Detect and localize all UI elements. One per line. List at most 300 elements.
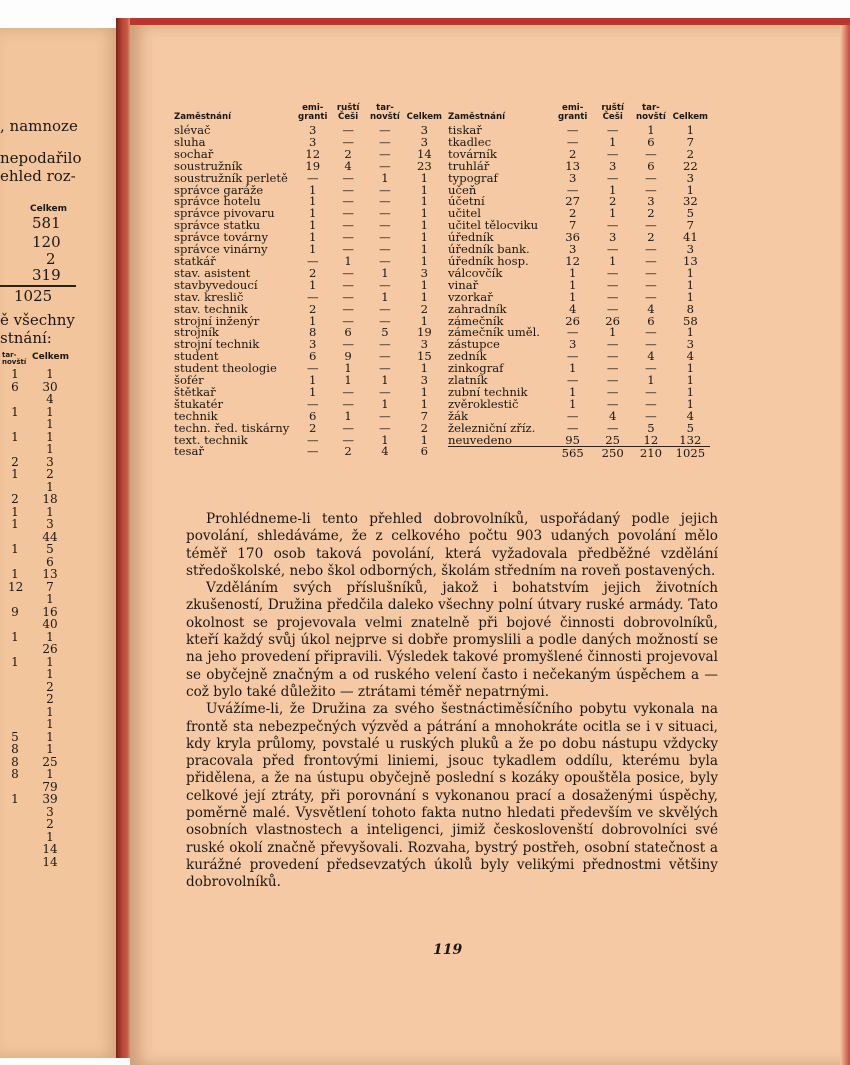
cell-total: 1	[686, 325, 695, 340]
cell-total: 2	[420, 420, 429, 435]
left-fragment-1: , namnoze	[0, 117, 78, 135]
header-russian-czechs: ruští Češi	[601, 103, 624, 122]
cell-total: 2	[420, 301, 429, 316]
cell-occupation: úředník hosp.	[448, 253, 529, 268]
cell-russian-czechs: —	[606, 123, 619, 137]
header-emigrants: emi- granti	[298, 103, 328, 122]
cell-occupation: úředník	[448, 230, 494, 245]
header-total: Celkem	[672, 112, 708, 122]
cell-total: 2	[686, 146, 695, 161]
cell-occupation: správce garáže	[174, 182, 264, 197]
cell-total: 1	[686, 277, 695, 292]
left-column-value: 30	[42, 379, 58, 394]
cell-tarnovsti: —	[379, 337, 391, 352]
cell-occupation: typograf	[448, 170, 498, 185]
cell-total: 1	[686, 396, 695, 411]
left-column-value: 12	[8, 579, 24, 594]
left-column-b	[38, 368, 62, 868]
cell-total: 3	[686, 242, 695, 257]
left-column-value: 1	[11, 429, 19, 444]
left-column-value: 1	[46, 767, 54, 781]
table-row	[448, 339, 710, 351]
cell-total: 1	[420, 396, 429, 411]
cell-emigrants: 1	[309, 277, 317, 292]
table-header-row	[448, 104, 710, 125]
cell-tarnovsti: —	[645, 265, 657, 280]
left-column-value: 1	[46, 717, 54, 731]
cell-russian-czechs: —	[606, 170, 619, 185]
left-column-value: 3	[46, 804, 54, 819]
right-page	[130, 18, 850, 1065]
cell-occupation: strojní technik	[174, 337, 260, 352]
cell-emigrants: —	[566, 420, 579, 435]
cell-occupation: továrník	[448, 146, 497, 161]
left-fragment-5: stnání:	[0, 329, 52, 347]
cell-tarnovsti: 2	[647, 206, 655, 221]
cell-emigrants: 2	[568, 146, 577, 161]
cell-total: 5	[686, 206, 695, 221]
cell-tarnovsti: 1	[647, 123, 655, 137]
cell-russian-czechs: 4	[344, 158, 352, 173]
cell-occupation: soustružník	[174, 158, 243, 173]
cell-occupation: sluha	[174, 134, 206, 149]
cell-tarnovsti: —	[379, 242, 391, 257]
cell-tarnovsti: 1	[381, 396, 389, 411]
cell-tarnovsti: —	[645, 170, 657, 185]
cell-total: 1	[420, 170, 429, 185]
left-column-value: 7	[46, 579, 54, 594]
cell-tarnovsti: 210	[631, 447, 670, 460]
left-column-value	[8, 643, 22, 656]
cell-russian-czechs: —	[606, 218, 619, 233]
cell-tarnovsti: —	[379, 218, 391, 233]
cell-tarnovsti: —	[379, 182, 391, 197]
left-column-value: 5	[11, 729, 19, 744]
cell-total: 1	[420, 277, 429, 292]
cell-tarnovsti: —	[379, 158, 391, 173]
cell-russian-czechs: —	[606, 384, 619, 399]
cell-emigrants: —	[306, 432, 319, 447]
cell-emigrants: 3	[568, 170, 577, 185]
cell-russian-czechs: —	[606, 349, 619, 364]
cell-tarnovsti: 3	[647, 194, 655, 209]
cell-occupation: zámečník uměl.	[448, 325, 540, 340]
cell-tarnovsti: —	[645, 384, 657, 399]
cell-russian-czechs: —	[606, 396, 619, 411]
cell-occupation: strojník	[174, 325, 219, 340]
cell-russian-czechs: —	[342, 337, 354, 352]
cell-tarnovsti: —	[645, 182, 657, 197]
cell-occupation: učeň	[448, 182, 477, 197]
cell-tarnovsti: —	[645, 242, 657, 257]
cell-emigrants: —	[306, 396, 319, 411]
cell-total: 1	[420, 361, 429, 376]
left-column-value: 1	[46, 829, 54, 844]
cell-occupation: neuvedeno	[448, 432, 512, 447]
cell-emigrants: 1	[309, 384, 317, 399]
occupation-table-left	[174, 104, 444, 458]
cell-russian-czechs: 1	[608, 206, 617, 221]
left-column-value: 79	[42, 779, 58, 794]
cell-tarnovsti: 4	[647, 349, 655, 364]
cell-russian-czechs: —	[606, 420, 619, 435]
cell-total: 3	[420, 265, 429, 280]
left-fragment-3: ehled roz-	[0, 167, 76, 185]
header-occupation: Zaměstnání	[448, 112, 506, 122]
cell-total: 1	[420, 432, 429, 447]
cell-emigrants: 12	[305, 146, 321, 161]
cell-emigrants: 3	[309, 123, 317, 137]
left-column-value: 2	[46, 467, 54, 481]
cell-tarnovsti: —	[379, 230, 391, 245]
left-column-value: 6	[46, 554, 54, 569]
left-column-value	[8, 443, 22, 456]
paragraph-2: Vzděláním svých příslušníků, jakož i bohatstvím jejich životních zkušeností, Družina předčila daleko všechny polní útvary ruské armády. Tato okolnost se projevovala velmi znatelně při bojové činnosti dobrovolníků, kteří každý svůj úkol nejprve si dobře promyslili a podle daných možností se na jeho provedení připravili. Výsledek takové promyšlené činnosti projevoval se obyčejně značným a od ruského velení často i nečekaným úspěchem a — což bylo také důležito — ztrátami téměř nepatrnými.	[186, 580, 718, 700]
cell-occupation: správce továrny	[174, 230, 269, 245]
cell-russian-czechs: 6	[344, 325, 352, 340]
cell-tarnovsti: 1	[647, 373, 655, 388]
left-column-value: 1	[11, 517, 19, 531]
cell-occupation: šofér	[174, 373, 204, 388]
left-column-value: 39	[42, 792, 58, 806]
left-column-value: 9	[11, 604, 19, 619]
cell-russian-czechs: —	[342, 265, 354, 280]
cell-occupation: zámečník	[448, 313, 504, 328]
cell-tarnovsti: 4	[647, 301, 655, 316]
cell-total: 1	[420, 218, 429, 233]
cell-total: 1	[420, 289, 429, 304]
left-column-value: 1	[46, 729, 54, 744]
cell-emigrants: 1	[309, 206, 317, 221]
left-column-value	[8, 806, 22, 819]
left-column-value: 2	[46, 692, 54, 706]
cell-emigrants: 26	[565, 313, 581, 328]
cell-russian-czechs: —	[342, 123, 354, 137]
cell-total: 3	[686, 170, 695, 185]
cell-russian-czechs: —	[342, 384, 354, 399]
cell-tarnovsti: —	[379, 408, 391, 423]
cell-russian-czechs: 3	[608, 230, 617, 245]
left-column-value: 1	[11, 467, 19, 481]
left-column-value: 1	[46, 442, 54, 456]
cell-russian-czechs: 1	[344, 361, 352, 376]
cell-tarnovsti: —	[379, 134, 391, 149]
left-column-value: 16	[42, 604, 58, 619]
cell-occupation: soustružník perletě	[174, 170, 288, 185]
left-column-value: 1	[46, 742, 54, 756]
left-column-value: 3	[46, 517, 54, 531]
left-column-value: 44	[42, 529, 58, 544]
cell-russian-czechs: —	[342, 218, 354, 233]
left-column-value	[8, 681, 22, 694]
cell-russian-czechs: —	[342, 289, 354, 304]
cell-total: 1	[686, 384, 695, 399]
cell-tarnovsti: —	[379, 206, 391, 221]
cell-emigrants: —	[566, 373, 579, 388]
cell-total: 1	[686, 373, 695, 388]
cell-emigrants: 27	[565, 194, 581, 209]
cell-total: 32	[682, 194, 698, 209]
cell-occupation: tiskař	[448, 123, 482, 137]
left-column-value: 1	[11, 567, 19, 581]
cell-occupation	[448, 447, 551, 460]
cell-emigrants: 3	[568, 337, 577, 352]
cell-russian-czechs: —	[606, 289, 619, 304]
left-column-value: 1	[46, 704, 54, 719]
cell-total: 1	[686, 289, 695, 304]
cell-occupation: technik	[174, 408, 218, 423]
cell-emigrants: 1	[309, 230, 317, 245]
cell-tarnovsti: —	[645, 289, 657, 304]
cell-tarnovsti: —	[645, 218, 657, 233]
left-column-value: 26	[42, 642, 58, 656]
table-row	[448, 435, 710, 447]
cell-emigrants: 1	[309, 373, 317, 388]
left-column-value: 1	[46, 429, 54, 444]
header-occupation: Zaměstnání	[174, 112, 232, 122]
cell-occupation: zinkograf	[448, 361, 504, 376]
cell-russian-czechs: —	[342, 396, 354, 411]
cell-occupation: stav. technik	[174, 301, 248, 316]
cell-russian-czechs: 2	[344, 444, 352, 459]
table-row	[448, 173, 710, 185]
table-row	[448, 268, 710, 280]
cell-emigrants: 2	[568, 206, 577, 221]
cell-tarnovsti: —	[379, 349, 391, 364]
cell-emigrants: 1	[309, 313, 317, 328]
cell-occupation: úředník bank.	[448, 242, 530, 257]
cell-total: 15	[416, 349, 432, 364]
cell-tarnovsti: 1	[381, 373, 389, 388]
cell-total: 132	[679, 432, 702, 447]
cell-total: 1	[420, 384, 429, 399]
cell-tarnovsti: —	[645, 337, 657, 352]
left-column-value: 1	[46, 592, 54, 606]
cell-emigrants: 19	[305, 158, 321, 173]
left-column-value	[8, 693, 22, 706]
left-column-value: 40	[42, 617, 58, 631]
left-fragment-2: nepodařilo	[0, 149, 82, 167]
cell-total: 5	[686, 420, 695, 435]
cell-total: 1	[420, 206, 429, 221]
left-column-value: 3	[46, 454, 54, 469]
left-column-value: 5	[46, 542, 54, 556]
cell-russian-czechs: —	[342, 170, 354, 185]
cell-emigrants: —	[566, 349, 579, 364]
cell-occupation: správce pivovaru	[174, 206, 275, 221]
cell-occupation: zvěroklestič	[448, 396, 519, 411]
cell-total: 14	[416, 146, 432, 161]
cell-emigrants: 1	[309, 194, 317, 209]
cell-total: 1	[686, 361, 695, 376]
cell-total: 7	[686, 218, 695, 233]
cell-tarnovsti: 5	[381, 325, 389, 340]
left-column-value: 1	[46, 367, 54, 381]
cell-total: 1025	[671, 447, 710, 460]
cell-total: 13	[682, 253, 698, 268]
cell-tarnovsti: 1	[381, 170, 389, 185]
table-row	[448, 196, 710, 208]
left-column-value	[8, 718, 22, 731]
cell-russian-czechs: —	[342, 313, 354, 328]
cell-emigrants: 2	[309, 265, 317, 280]
occupation-table-right	[448, 104, 710, 460]
cell-tarnovsti: 6	[647, 158, 655, 173]
cell-total: 23	[416, 158, 432, 173]
cell-occupation: stavbyvedoucí	[174, 277, 258, 292]
cell-emigrants: 36	[565, 230, 581, 245]
cell-emigrants: —	[566, 408, 579, 423]
cell-emigrants: 1	[568, 277, 577, 292]
cell-russian-czechs: —	[606, 301, 619, 316]
header-tarnovsti: tar- novští	[636, 103, 666, 122]
cell-tarnovsti: 1	[381, 432, 389, 447]
cell-russian-czechs: —	[606, 337, 619, 352]
cell-total: 22	[682, 158, 698, 173]
cell-total: 3	[420, 134, 429, 149]
cell-emigrants: 2	[309, 301, 317, 316]
cell-emigrants: 4	[568, 301, 577, 316]
cell-occupation: štětkař	[174, 384, 216, 399]
left-column-value: 2	[11, 492, 19, 506]
left-column-value: 8	[11, 767, 19, 781]
cell-tarnovsti: —	[645, 325, 657, 340]
cell-tarnovsti: —	[379, 253, 391, 268]
left-column-value: 14	[42, 842, 58, 856]
cell-total: 7	[420, 408, 429, 423]
cell-tarnovsti: 12	[643, 432, 659, 447]
cell-total: 1	[420, 194, 429, 209]
cell-tarnovsti: 5	[647, 420, 655, 435]
left-column-value: 1	[11, 542, 19, 556]
left-column-value: 1	[46, 654, 54, 669]
left-column-value: 2	[46, 679, 54, 694]
cell-tarnovsti: —	[645, 396, 657, 411]
cell-tarnovsti: —	[645, 146, 657, 161]
cell-emigrants: —	[566, 182, 579, 197]
left-total-4: 319	[32, 266, 61, 284]
cell-russian-czechs: —	[342, 182, 354, 197]
cell-tarnovsti: —	[379, 146, 391, 161]
left-total-5: 1025	[14, 287, 53, 305]
cell-emigrants: 8	[309, 325, 317, 340]
cell-russian-czechs: —	[342, 230, 354, 245]
cell-emigrants: —	[566, 325, 579, 340]
cell-occupation: truhlář	[448, 158, 490, 173]
cell-total: 1	[686, 182, 695, 197]
cell-emigrants: 1	[568, 265, 577, 280]
cell-russian-czechs: —	[342, 194, 354, 209]
cell-occupation: železniční zříz.	[448, 420, 536, 435]
cell-russian-czechs: —	[606, 373, 619, 388]
left-column-value: 14	[42, 854, 58, 869]
left-total-1: 581	[32, 214, 61, 232]
left-column-value: 2	[11, 454, 19, 469]
cell-emigrants: 3	[309, 134, 317, 149]
cell-tarnovsti: —	[379, 277, 391, 292]
cell-emigrants: 6	[309, 408, 317, 423]
cell-occupation: strojní inženýr	[174, 313, 260, 328]
cell-emigrants: 1	[568, 384, 577, 399]
left-col-header-3: Celkem	[32, 352, 70, 362]
cell-emigrants: 3	[568, 242, 577, 257]
left-column-value	[8, 668, 22, 681]
cell-occupation: stav. asistent	[174, 265, 251, 280]
cell-russian-czechs: 4	[608, 408, 617, 423]
cell-occupation: vzorkař	[448, 289, 493, 304]
left-total-2: 120	[32, 233, 61, 251]
cell-russian-czechs: 1	[344, 373, 352, 388]
table-row	[174, 446, 444, 458]
cell-tarnovsti: 1	[381, 265, 389, 280]
cell-emigrants: —	[306, 444, 319, 459]
cell-occupation: tesař	[174, 444, 204, 459]
cell-tarnovsti: —	[645, 408, 657, 423]
cell-russian-czechs: —	[342, 277, 354, 292]
cell-tarnovsti: —	[379, 123, 391, 137]
cell-occupation: zedník	[448, 349, 487, 364]
cell-occupation: učitel tělocviku	[448, 218, 539, 233]
table-row	[448, 447, 710, 460]
left-column-value: 1	[46, 629, 54, 644]
cell-russian-czechs: —	[606, 361, 619, 376]
left-column-value	[8, 706, 22, 719]
left-column-value: 13	[42, 567, 58, 581]
cell-tarnovsti: —	[645, 361, 657, 376]
left-column-value: 1	[11, 629, 19, 644]
cell-occupation: správce vinárny	[174, 242, 268, 257]
header-tarnovsti: tar- novští	[370, 103, 400, 122]
cell-occupation: štukatér	[174, 396, 224, 411]
cell-occupation: vinař	[448, 277, 479, 292]
cell-total: 3	[420, 373, 429, 388]
table-row	[448, 399, 710, 411]
cell-russian-czechs: 2	[608, 194, 617, 209]
cell-russian-czechs: 3	[608, 158, 617, 173]
cell-tarnovsti: —	[379, 361, 391, 376]
cell-emigrants: —	[306, 361, 319, 376]
cell-occupation: správce statku	[174, 218, 261, 233]
cell-russian-czechs: 250	[594, 447, 631, 460]
cell-occupation: student	[174, 349, 219, 364]
cell-occupation: účetní	[448, 194, 485, 209]
left-column-a	[8, 368, 22, 818]
paragraph-1: Prohlédneme-li tento přehled dobrovolníků, uspořádaný podle jejich povolání, shledáváme, že z celkového počtu 903 udaných povolání mělo téměř 170 osob taková povolání, která vyžadovala předběžné vzdělání středoškolské, nebo škol odborných, školám středním na roveň postavených.	[186, 511, 718, 579]
cell-emigrants: 3	[309, 337, 317, 352]
cell-emigrants: 1	[568, 361, 577, 376]
cell-russian-czechs: —	[606, 277, 619, 292]
cell-occupation: zahradník	[448, 301, 507, 316]
left-column-value: 1	[11, 504, 19, 519]
left-column-value	[8, 618, 22, 631]
cell-total: 8	[686, 301, 695, 316]
cell-emigrants: 12	[565, 253, 581, 268]
cell-russian-czechs: —	[606, 242, 619, 257]
left-total-3: 2	[46, 250, 56, 268]
cell-occupation: text. technik	[174, 432, 248, 447]
cell-tarnovsti: —	[379, 194, 391, 209]
left-column-value	[8, 593, 22, 606]
cell-occupation: zubní technik	[448, 384, 528, 399]
left-column-value: 1	[11, 367, 19, 381]
cell-tarnovsti: 6	[647, 313, 655, 328]
cell-occupation: žák	[448, 408, 469, 423]
cell-emigrants: 6	[309, 349, 317, 364]
cell-emigrants: 1	[309, 242, 317, 257]
left-page	[0, 28, 118, 1058]
cell-total: 41	[682, 230, 698, 245]
cell-russian-czechs: —	[342, 134, 354, 149]
